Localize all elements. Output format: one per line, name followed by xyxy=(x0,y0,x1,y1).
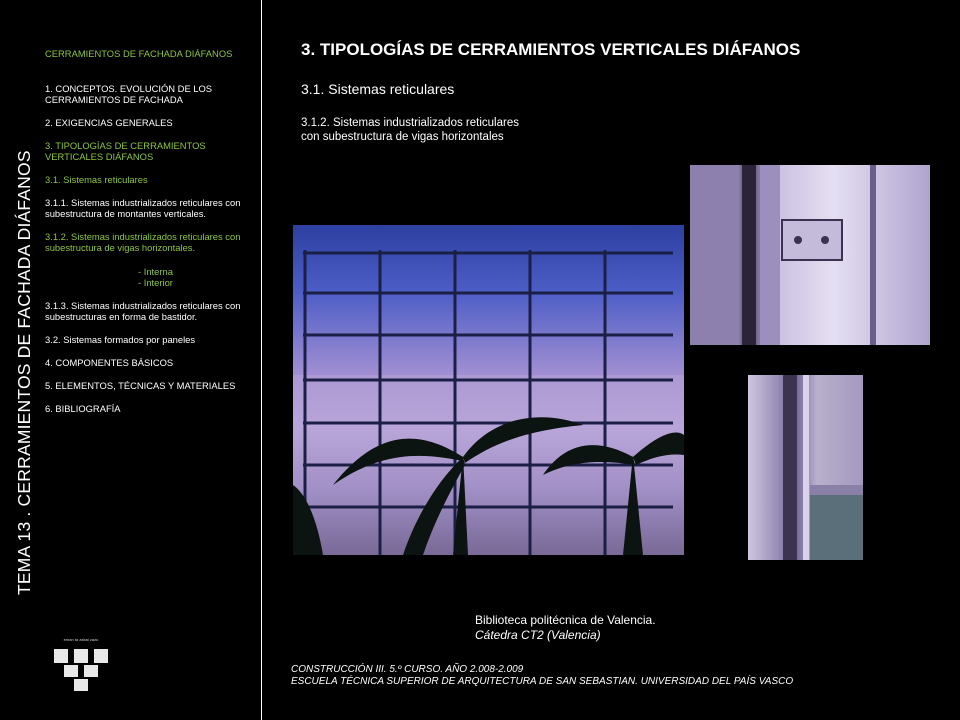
bracket-drawing xyxy=(690,165,930,345)
sidebar-item-componentes[interactable]: 4. COMPONENTES BÁSICOS xyxy=(45,357,174,368)
section-title: 3.1. Sistemas reticulares xyxy=(301,81,455,97)
caption-line2: Cátedra CT2 (Valencia) xyxy=(475,628,601,642)
photo-caption xyxy=(475,613,656,643)
sidebar-item-bibliografia[interactable]: 6. BIBLIOGRAFÍA xyxy=(45,403,121,414)
sidebar-item-3-1-1[interactable]: 3.1.1. Sistemas industrializados reticulares con subestructura de montantes verticales. xyxy=(45,197,241,219)
photo-mullion-detail xyxy=(748,375,863,560)
vertical-title-strip xyxy=(0,0,34,720)
vertical-divider xyxy=(261,0,262,720)
sidebar-item-paneles[interactable]: 3.2. Sistemas formados por paneles xyxy=(45,334,196,345)
logo-drawing xyxy=(52,635,110,693)
sidebar-item-elementos[interactable]: 5. ELEMENTOS, TÉCNICAS Y MATERIALES xyxy=(45,380,236,391)
sidebar-item-sistemas-reticulares[interactable]: 3.1. Sistemas reticulares xyxy=(45,174,148,185)
subsection-title-line2: con subestructura de vigas horizontales xyxy=(301,131,504,143)
subsection-title-line1: 3.1.2. Sistemas industrializados reticulares xyxy=(301,117,519,129)
mullion-drawing xyxy=(748,375,863,560)
sidebar-item-3-1-2[interactable] xyxy=(45,231,257,288)
footer-line1: CONSTRUCCIÓN III. 5.º CURSO. AÑO 2.008-2.009 xyxy=(291,664,524,675)
sidebar-item-exigencias[interactable]: 2. EXIGENCIAS GENERALES xyxy=(45,117,173,128)
sidebar-subitem-interna[interactable]: - Interna xyxy=(138,266,173,277)
subsection-title xyxy=(301,116,581,144)
upv-ehu-logo-icon xyxy=(52,635,110,693)
sidebar-outline xyxy=(45,48,257,426)
logo-motto: eman ta zabal zazu xyxy=(63,637,99,642)
facade-grid-drawing xyxy=(293,225,684,555)
sidebar-subitem-interior[interactable]: - Interior xyxy=(138,277,173,288)
sidebar-item-conceptos[interactable]: 1. CONCEPTOS. EVOLUCIÓN DE LOS CERRAMIENTOS DE FACHADA xyxy=(45,83,213,105)
sidebar-item-heading[interactable]: CERRAMIENTOS DE FACHADA DIÁFANOS xyxy=(45,48,233,59)
sidebar-item-3-1-2-label: 3.1.2. Sistemas industrializados reticulares con subestructura de vigas horizontales. xyxy=(45,231,241,253)
footer-line2: ESCUELA TÉCNICA SUPERIOR DE ARQUITECTURA DE SAN SEBASTIAN. UNIVERSIDAD DEL PAÍS VASCO xyxy=(291,676,794,687)
photo-bracket-detail xyxy=(690,165,930,345)
caption-line1: Biblioteca politécnica de Valencia. xyxy=(475,613,656,627)
footer-credits xyxy=(291,664,793,688)
sidebar-item-3-1-3[interactable]: 3.1.3. Sistemas industrializados reticulares con subestructuras en forma de bastidor. xyxy=(45,300,241,322)
vertical-title: TEMA 13 . CERRAMIENTOS DE FACHADA DIÁFANOS xyxy=(14,150,34,595)
page-title: 3. TIPOLOGÍAS DE CERRAMIENTOS VERTICALES DIÁFANOS xyxy=(301,40,801,59)
sidebar-item-tipologias[interactable]: 3. TIPOLOGÍAS DE CERRAMIENTOS VERTICALES DIÁFANOS xyxy=(45,140,206,162)
photo-glass-facade xyxy=(293,225,684,555)
